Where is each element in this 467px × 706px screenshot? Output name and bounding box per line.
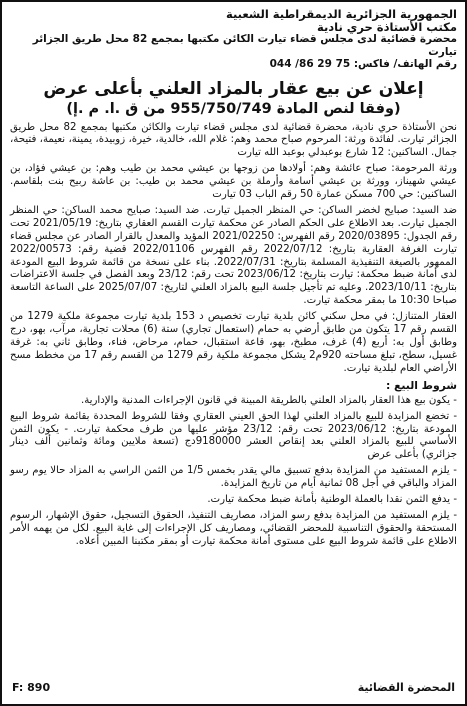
paragraph-parties: نحن الأستاذة حري نادية، محضرة قضائية لدى مجلس قضاء تيارت والكائن مكتبها بمجمع 82 محل طريق الجزائر تيارت. لفائدة ورثة: المرحوم صباح محمد وهم: غلام الله، خالدية، خيرة، زوبيدة، يمينة، نعيمة، فتيحة، جمال. الساكنين: 12 شارع بوعبدلي بوعبد الله تيارت xyxy=(10,121,457,159)
paragraph-heirs: ورثة المرحومة: صباح عائشة وهم: أولادها من زوجها بن عيشي محمد بن طيب وهم: بن عيشي فؤاد، بن عيشي شهيناز، وورثة بن عيشي أسامة وأرملة بن عيشي محمد بن طيب: بن عاشة ربيح بنت بلقاسم. الساكنين: حي 700 مسكن عمارة 50 رقم الباب 03 تيارت xyxy=(10,163,457,201)
header-address: محضرة قضائية لدى مجلس قضاء تيارت الكائن مكتبها بمجمع 82 محل طريق الجزائر تيارت xyxy=(32,33,457,58)
notice-footer xyxy=(12,678,455,696)
header-office: مكتب الأستاذة حري نادية xyxy=(316,19,457,34)
notice-title: إعلان عن بيع عقار بالمزاد العلني بأعلى عرض xyxy=(43,78,424,99)
office-header xyxy=(10,8,457,71)
condition-item: - يلزم المستفيد من المزايدة بدفع تسبيق مالي يقدر بخمس 1/5 من الثمن الراسي به المزاد حالا يوم رسو المزاد والباقي في أجل 08 ثمانية أيام من تاريخ المزايدة. xyxy=(10,465,457,490)
header-republic: الجمهورية الجزائرية الديمقراطية الشعبية xyxy=(225,7,457,21)
notice-subtitle: (وفقا لنص المادة 955/750/749 من ق .ا. م .إ) xyxy=(66,100,401,117)
header-phone: رقم الهاتف/ فاكس: 75 29 86/ 044 xyxy=(269,58,457,70)
condition-item: - تخضع المزايدة للبيع بالمزاد العلني لهذا الحق العيني العقاري وفقا للشروط المحددة بقائمة شروط البيع المودعة بتاريخ: 2023/06/12 تحت رقم: 23/12 مؤشر عليها من طرف محكمة تيارت. - يكون الثمن الأساسي للبيع بالمزاد العلني بعد إنقاص العشر 9180000دج (تسعة ملايين ومائة وثمانين ألف دينار جزائري) بأعلى عرض xyxy=(10,410,458,461)
reference-number: F: 890 xyxy=(12,680,51,694)
condition-item: - يكون بيع هذا العقار بالمزاد العلني بالطريقة المبينة في قانون الإجراءات المدنية والإدارية. xyxy=(80,394,457,406)
paragraph-judgment: ضد السيد: صبايح لخضر الساكن: حي المنظر الجميل تيارت. ضد السيد: صبايح محمد الساكن: حي المنظر الجميل تيارت. بعد الاطلاع على الحكم الصادر عن محكمة تيارت القسم العقاري بتاريخ: 2021/05/19 تحت رقم الجدول: 2020/03895 رقم الفهرس: 2021/02250 المؤيد والمعدل بالقرار الصادر عن مجلس قضاء تيارت الغرفة العقارية بتاريخ: 2022/07/12 رقم الفهرس 2022/01106 قضية رقم: 2022/00573 الممهور بالصيغة التنفيذية المسلمة بتاريخ: 2022/07/31. بناء على نسخة من قائمة شروط البيع المودعة لدى أمانة ضبط محكمة: تيارت بتاريخ: 2023/06/12 تحت رقم: 23/12 وبعد الفصل في جلسة الاعتراضات بتاريخ: 2023/10/11. وعليه تم تأجيل جلسة البيع بالمزاد العلني لتاريخ: 2025/07/07 على الساعة التاسعة صباحا 10:30 ما بمقر محكمة تيارت. xyxy=(10,204,457,307)
condition-item: - يدفع الثمن نقدا بالعملة الوطنية بأمانة ضبط محكمة تيارت. xyxy=(207,494,457,506)
condition-item: - يلزم المستفيد من المزايدة بدفع رسو المزاد، مصاريف التنفيذ، الحقوق التسجيل، حقوق الإشهار، الرسوم المستحقة والحقوق التناسبية للمحضر القضائي، ومصاريف كل الإجراءات إلى غاية البيع. لكل من يهمه الأمر الاطلاع على قائمة شروط البيع على مستوى أمانة محكمة تيارت أو بمقر مكتبنا المبين أعلاه. xyxy=(10,509,457,547)
signature-label: المحضرة القضائية xyxy=(357,680,455,694)
paragraph-property: العقار المتنازل: في محل سكني كائن بلدية تيارت تخصيص د 153 بلدية تيارت مجموعة ملكية 1279 من القسم رقم 17 يتكون من طابق أرضي به حمام (استعمال تجاري) ستة (6) محلات تجارية، مرآب، بهو، درج وطابق أول به: أربع (4) غرف، مطبخ، بهو، قاعة استقبال، حمام، مرحاض، فناء، وطابق ثاني به: غرفة غسيل، سطح، تبلغ مساحته 920م2 يشكل مجموعة ملكية رقم 1279 من القسم رقم 17 من مخطط مسح الأراضي العام لبلدية تيارت. xyxy=(10,311,458,374)
conditions-title: شروط البيع : xyxy=(385,378,457,392)
